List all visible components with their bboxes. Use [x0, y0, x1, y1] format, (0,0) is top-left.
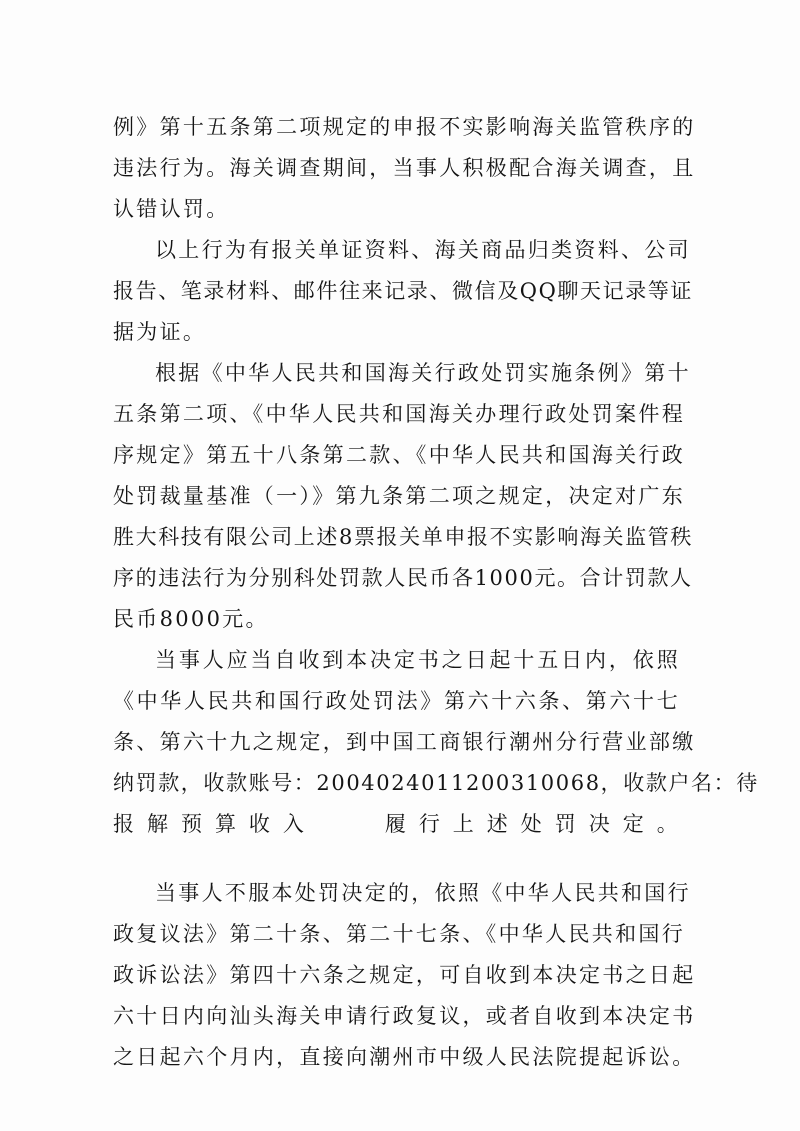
text-line: 条、第六十九之规定，到中国工商银行潮州分行营业部缴 [113, 730, 696, 754]
text-line: 五条第二项、《中华人民共和国海关办理行政处罚案件程 [113, 402, 685, 426]
text-line: 据为证。 [113, 320, 207, 344]
text-line: 之日起六个月内，直接向潮州市中级人民法院提起诉讼。 [113, 1045, 696, 1069]
text-line: 当事人不服本处罚决定的，依照《中华人民共和国行 [155, 881, 691, 905]
text-line: 根据《中华人民共和国海关行政处罚实施条例》第十 [155, 361, 691, 385]
text-line: 以上行为有报关单证资料、海关商品归类资料、公司 [155, 238, 691, 262]
text-line: 报告、笔录材料、邮件往来记录、微信及QQ聊天记录等证 [113, 279, 694, 303]
text-line: 违法行为。海关调查期间，当事人积极配合海关调查，且 [113, 156, 696, 180]
text-line: 民币8000元。 [113, 607, 269, 631]
text-line: 政复议法》第二十条、第二十七条、《中华人民共和国行 [113, 922, 685, 946]
text-line: 六十日内向汕头海关申请行政复议，或者自收到本决定书 [113, 1004, 696, 1028]
text-line: 《中华人民共和国行政处罚法》第六十六条、第六十七 [113, 689, 680, 713]
text-line: 胜大科技有限公司上述8票报关单申报不实影响海关监管秩 [113, 525, 693, 549]
text-line: 认错认罚。 [113, 197, 230, 221]
text-line: 当事人应当自收到本决定书之日起十五日内，依照 [155, 648, 680, 672]
text-line: 纳罚款，收款账号：2004024011200310068，收款户名：待 [113, 771, 759, 795]
text-line: 报解预算收入 履行上述处罚决定。 [113, 812, 680, 836]
text-line: 序规定》第五十八条第二款、《中华人民共和国海关行政 [113, 443, 685, 467]
text-line: 例》第十五条第二项规定的申报不实影响海关监管秩序的 [113, 115, 696, 139]
text-line: 政诉讼法》第四十六条之规定，可自收到本决定书之日起 [113, 963, 696, 987]
text-line: 处罚裁量基准（一）》第九条第二项之规定，决定对广东 [113, 484, 685, 508]
text-line: 序的违法行为分别科处罚款人民币各1000元。合计罚款人 [113, 566, 693, 590]
